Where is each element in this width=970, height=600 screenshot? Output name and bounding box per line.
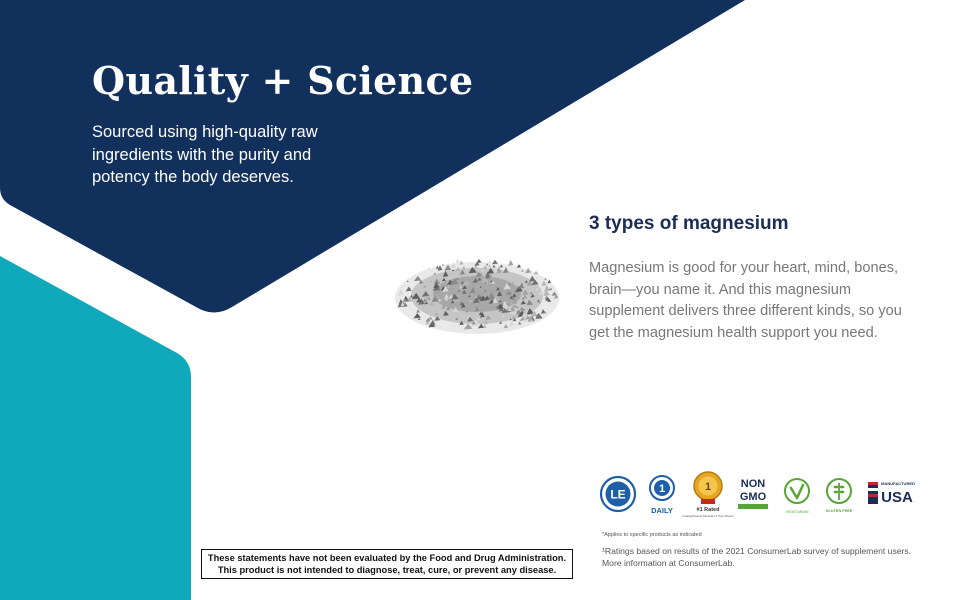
- crystal-speck: [517, 264, 521, 268]
- gluten-free-text: GLUTEN FREE: [825, 509, 853, 513]
- footnote-ratings: ¹Ratings based on results of the 2021 ConsumerLab survey of supplement users. More information at ConsumerLab.: [602, 546, 912, 568]
- feature-title: 3 types of magnesium: [589, 213, 789, 234]
- crystal-speck: [442, 263, 445, 266]
- magnesium-crystals-image: [385, 238, 570, 348]
- disclaimer-line-1: These statements have not been evaluated by the Food and Drug Administration.: [207, 553, 567, 563]
- non-gmo-badge: [736, 474, 770, 516]
- hero-title: Quality + Science: [92, 58, 474, 103]
- made-in-usa-badge: [866, 474, 918, 516]
- daily-text: DAILY: [651, 506, 673, 515]
- gluten-free-badge: [822, 474, 856, 516]
- life-extension-quality-seal: [600, 474, 636, 514]
- medal-subtext: Catalog/Internet Merchant 4 Time Winner: [682, 514, 734, 518]
- crystal-speck: [428, 267, 431, 269]
- hero-subtitle: Sourced using high-quality raw ingredients with the purity and potency the body deserves.: [92, 123, 318, 186]
- footnote-applies: *Applies to specific products as indicated: [602, 532, 702, 538]
- crystal-speck: [456, 259, 460, 263]
- daily-number: 1: [658, 483, 666, 495]
- certification-badges: [600, 474, 930, 524]
- vegetarian-text: VEGETARIAN: [785, 510, 809, 514]
- rated-number-one-medal: [682, 470, 734, 522]
- usa-line1: MANUFACTURED: [881, 481, 915, 486]
- disclaimer-line-2: This product is not intended to diagnose, treat, cure, or prevent any disease.: [217, 565, 557, 575]
- vegetarian-badge: [782, 474, 812, 516]
- usa-line2: USA: [881, 489, 913, 506]
- medal-number: 1: [704, 481, 712, 493]
- crystal-speck: [508, 260, 513, 266]
- medal-text: #1 Rated: [696, 507, 720, 513]
- crystal-speck: [492, 260, 498, 264]
- seal-text: LE: [610, 487, 626, 502]
- non-gmo-line2: GMO: [739, 491, 767, 503]
- teal-hexagon-shape: [0, 256, 191, 600]
- non-gmo-line1: NON: [740, 478, 766, 490]
- fda-disclaimer-box: [201, 549, 573, 579]
- daily-badge: [646, 474, 678, 516]
- feature-body: Magnesium is good for your heart, mind, bones, brain—you name it. And this magnesium supplement delivers three different kinds, so you get the magnesium health support you need.: [589, 260, 902, 341]
- crystal-speck: [489, 261, 491, 263]
- crystal-speck: [477, 259, 482, 263]
